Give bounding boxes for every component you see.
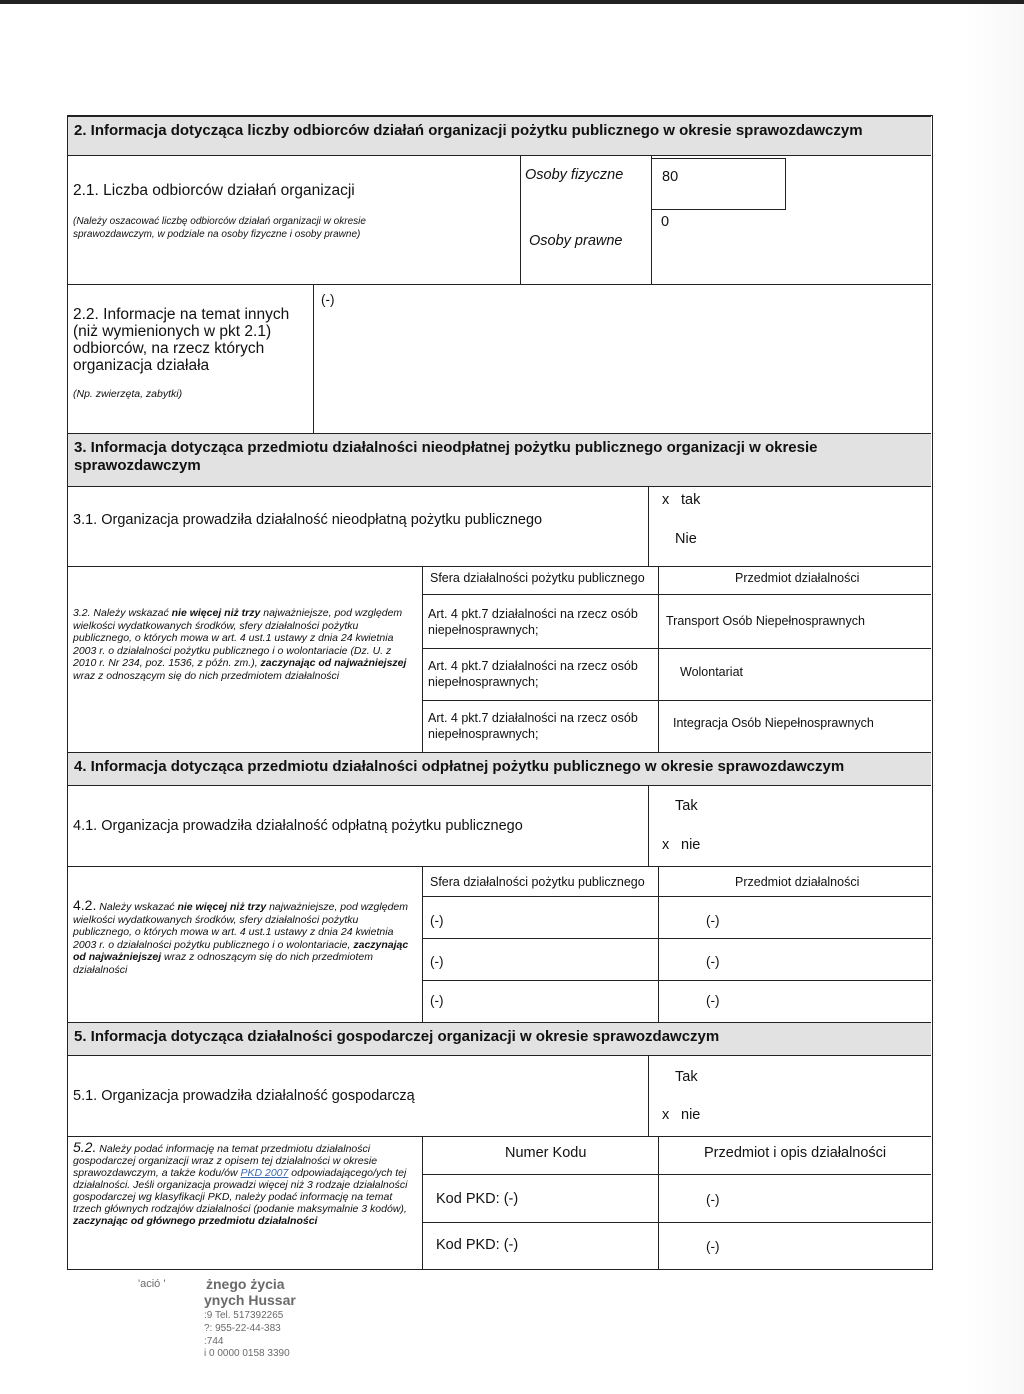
code-row-2: Kod PKD: (-) <box>436 1237 519 1253</box>
section-3-header: 3. Informacja dotycząca przedmiotu działalności nieodpłatnej pożytku publicznego organizacji w okresie sprawozdawczym <box>68 433 931 487</box>
divider <box>68 284 931 285</box>
col-subject-header: Przedmiot i opis działalności <box>704 1145 887 1161</box>
no-label: Nie <box>675 531 697 547</box>
stamp-line-2: żnego życia <box>206 1276 285 1292</box>
stamp-line-6: :744 <box>204 1336 224 1347</box>
item-2-2-title: 2.2. Informacje na temat innych (niż wymienionych w pkt 2.1) odbiorców, na rzecz których organizacja działała <box>73 306 290 374</box>
divider <box>422 594 931 595</box>
stamp-line-1: 'ació ' <box>138 1278 166 1290</box>
yes-label: Tak <box>675 798 698 814</box>
item-2-2-note: (Np. zwierzęta, zabytki) <box>73 388 183 400</box>
item-2-2-value[interactable]: (-) <box>321 292 335 307</box>
item-4-2-note: 4.2. Należy wskazać nie więcej niż trzy najważniejsze, pod względem wielkości wydatkowanych środków, sfery działalności pożytku publicznego, o których mowa w art. 4 ust.1 ustawy z dnia 24 kwietnia 2003 r. o działalności pożytku publicznego i o wolontariacie, zaczynając od najważniejszej wraz z odnoszącym się do nich przedmiotem działalności <box>73 897 409 976</box>
divider <box>422 1174 931 1175</box>
stamp-line-3: ynych Hussar <box>204 1292 296 1308</box>
divider <box>648 487 649 566</box>
no-label: nie <box>681 837 701 853</box>
divider <box>422 896 931 897</box>
sphere-row-1: Art. 4 pkt.7 działalności na rzecz osób niepełnosprawnych; <box>428 607 638 637</box>
scan-top-edge <box>0 0 1024 4</box>
subject-row-1: (-) <box>706 913 720 928</box>
section-2-header: 2. Informacja dotycząca liczby odbiorców działań organizacji pożytku publicznego w okresie sprawozdawczym <box>68 116 931 156</box>
no-mark[interactable]: x <box>662 837 670 853</box>
subject-row-2: (-) <box>706 954 720 969</box>
divider <box>68 866 931 867</box>
divider <box>68 566 931 567</box>
sphere-row-3: Art. 4 pkt.7 działalności na rzecz osób niepełnosprawnych; <box>428 711 638 741</box>
divider <box>422 866 423 1022</box>
natural-persons-label: Osoby fizyczne <box>525 167 624 183</box>
no-label: nie <box>681 1107 701 1123</box>
sphere-row-3: (-) <box>430 993 444 1008</box>
divider <box>648 1056 649 1136</box>
col-subject-header: Przedmiot działalności <box>735 571 860 585</box>
col-sphere-header: Sfera działalności pożytku publicznego <box>430 875 645 889</box>
subject-row-3: (-) <box>706 993 720 1008</box>
col-sphere-header: Sfera działalności pożytku publicznego <box>430 571 645 585</box>
report-form <box>67 115 933 1270</box>
item-3-2-note: 3.2. Należy wskazać nie więcej niż trzy najważniejsze, pod względem wielkości wydatkowanych środków, sfery działalności pożytku publicznego, o których mowa w art. 4 ust.1 ustawy z dnia 24 kwietnia 2003 r. o działalności pożytku publicznego i o wolontariacie (Dz. U. z 2010 r. Nr 234, poz. 1536, z późn. zm.), zaczynając od najważniejszej wraz z odnoszącym się do nich przedmiotem działalności <box>73 607 407 682</box>
subject-row-1: (-) <box>706 1192 720 1207</box>
col-subject-header: Przedmiot działalności <box>735 875 860 889</box>
divider <box>422 1222 931 1223</box>
pkd-link[interactable]: PKD 2007 <box>240 1167 289 1179</box>
section-5-header: 5. Informacja dotycząca działalności gospodarczej organizacji w okresie sprawozdawczym <box>68 1022 931 1056</box>
organization-stamp <box>128 1274 358 1394</box>
item-5-1-title: 5.1. Organizacja prowadziła działalność gospodarczą <box>73 1088 415 1104</box>
yes-mark[interactable]: x <box>662 492 670 508</box>
item-3-1-title: 3.1. Organizacja prowadziła działalność nieodpłatną pożytku publicznego <box>73 512 543 528</box>
scan-shadow <box>964 0 1024 1394</box>
item-2-1-note: (Należy oszacować liczbę odbiorców działań organizacji w okresie sprawozdawczym, w podziale na osoby fizyczne i osoby prawne) <box>73 216 366 240</box>
yes-label: Tak <box>675 1069 698 1085</box>
divider <box>422 980 931 981</box>
item-2-1-title: 2.1. Liczba odbiorców działań organizacji <box>73 182 355 199</box>
yes-label: tak <box>681 492 701 508</box>
divider <box>658 866 659 1022</box>
divider <box>422 1136 423 1269</box>
stamp-line-5: ?: 955-22-44-383 <box>204 1323 281 1334</box>
item-4-1-title: 4.1. Organizacja prowadziła działalność odpłatną pożytku publicznego <box>73 818 523 834</box>
stamp-line-7: i 0 0000 0158 3390 <box>204 1348 290 1359</box>
col-code-header: Numer Kodu <box>505 1145 587 1161</box>
divider <box>313 284 314 434</box>
divider <box>68 1136 931 1137</box>
code-row-1: Kod PKD: (-) <box>436 1191 519 1207</box>
natural-persons-value: 80 <box>662 169 679 185</box>
subject-row-3: Integracja Osób Niepełnosprawnych <box>673 716 874 730</box>
stamp-line-4: :9 Tel. 517392265 <box>204 1310 284 1321</box>
subject-row-2: Wolontariat <box>680 665 743 679</box>
sphere-row-2: Art. 4 pkt.7 działalności na rzecz osób niepełnosprawnych; <box>428 659 638 689</box>
sphere-row-2: (-) <box>430 954 444 969</box>
subject-row-2: (-) <box>706 1239 720 1254</box>
natural-persons-box[interactable] <box>651 158 786 210</box>
legal-persons-value[interactable]: 0 <box>661 214 670 230</box>
legal-persons-label: Osoby prawne <box>529 233 623 249</box>
item-5-2-note: 5.2. Należy podać informację na temat przedmiotu działalności gospodarczej organizacji wraz z opisem tej działalności w okresie sprawozdawczym, a także kodu/ów PKD 2007 odpowiadającego/ych tej działalności. Jeśli organizacja prowadzi więcej niż 3 rodzaje działalności gospodarczej wg klasyfikacji PKD, należy podać informację na temat trzech głównych rodzajów działalności (podanie maksymalnie 3 kodów), zaczynając od głównego przedmiotu działalności <box>73 1139 408 1227</box>
section-4-header: 4. Informacja dotycząca przedmiotu działalności odpłatnej pożytku publicznego w okresie sprawozdawczym <box>68 752 931 786</box>
divider <box>658 1136 659 1269</box>
divider <box>422 700 931 701</box>
sphere-row-1: (-) <box>430 913 444 928</box>
divider <box>520 156 521 284</box>
divider <box>422 648 931 649</box>
divider <box>422 938 931 939</box>
subject-row-1: Transport Osób Niepełnosprawnych <box>666 614 865 628</box>
divider <box>648 786 649 866</box>
no-mark[interactable]: x <box>662 1107 670 1123</box>
